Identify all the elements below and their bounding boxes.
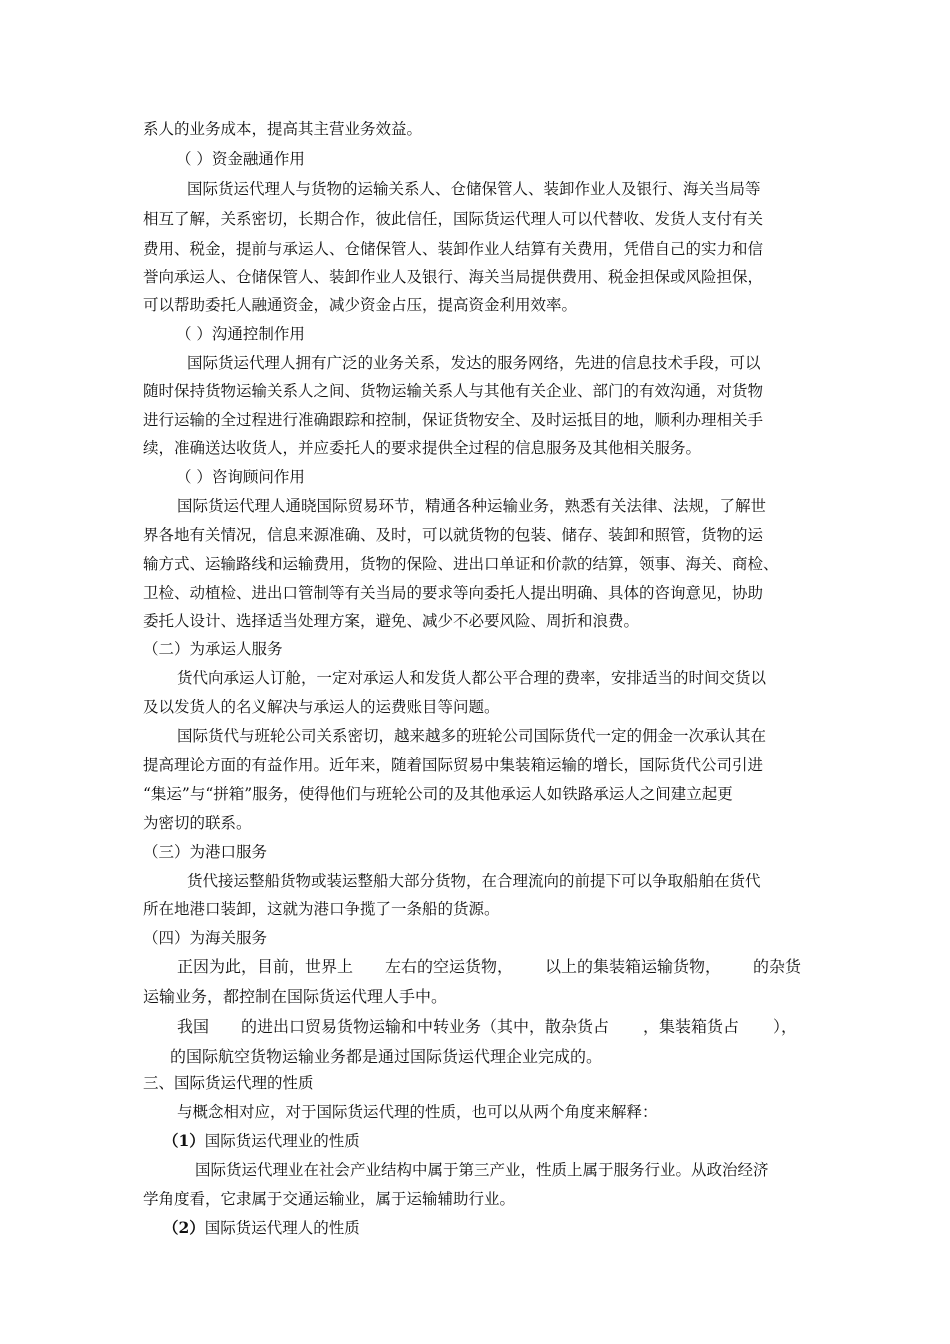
paragraph-line: 货代向承运人订舱，一定对承运人和发货人都公平合理的费率，安排适当的时间交货以 [177, 669, 767, 687]
section-heading: （三）为港口服务 [143, 843, 268, 861]
subsection-heading [163, 1126, 360, 1156]
paragraph-line [177, 1012, 797, 1042]
paragraph-line: 国际货运代理人与货物的运输关系人、仓储保管人、装卸作业人及银行、海关当局等 [187, 180, 761, 198]
paragraph-line: 国际货运代理人拥有广泛的业务关系，发达的服务网络，先进的信息技术手段，可以 [187, 354, 761, 372]
subsection-heading [163, 1213, 360, 1243]
text-segment: ，集装箱货占 [643, 1017, 740, 1036]
paragraph-line: 运输业务，都控制在国际货运代理人手中。 [143, 987, 448, 1006]
paragraph-line: 相互了解，关系密切，长期合作，彼此信任，国际货运代理人可以代替收、发货人支付有关 [143, 210, 764, 228]
text-segment: 的杂货 [753, 957, 802, 976]
section-heading: （ ）资金融通作用 [176, 150, 305, 168]
text-segment: 的进出口贸易货物运输和中转业务（其中，散杂货占 [241, 1017, 610, 1036]
paragraph-line: 可以帮助委托人融通资金，减少资金占压，提高资金利用效率。 [143, 296, 578, 314]
paragraph-line: 货代接运整船货物或装运整船大部分货物，在合理流向的前提下可以争取船舶在货代 [187, 872, 761, 890]
section-heading: （二）为承运人服务 [143, 640, 283, 658]
paragraph-line: 为密切的联系。 [143, 814, 252, 832]
paragraph-line: 国际货运代理业在社会产业结构中属于第三产业，性质上属于服务行业。从政治经济 [195, 1161, 769, 1179]
paragraph-line: 及以发货人的名义解决与承运人的运费账目等问题。 [143, 698, 500, 716]
paragraph-line: 进行运输的全过程进行准确跟踪和控制，保证货物安全、及时运抵目的地，顺利办理相关手 [143, 411, 764, 429]
paragraph-line: 国际货运代理人通晓国际贸易环节，精通各种运输业务，熟悉有关法律、法规，了解世 [177, 497, 767, 515]
paragraph-line: 与概念相对应，对于国际货运代理的性质，也可以从两个角度来解释： [177, 1103, 658, 1121]
text-segment: 我国 [177, 1017, 210, 1036]
paragraph-line: 提高理论方面的有益作用。近年来，随着国际贸易中集装箱运输的增长，国际货代公司引进 [143, 756, 764, 774]
text-segment: ）， [773, 1017, 798, 1036]
paragraph-line: 续，准确送达收货人，并应委托人的要求提供全过程的信息服务及其他相关服务。 [143, 439, 702, 457]
heading-text: 国际货运代理业的性质 [204, 1132, 360, 1150]
text-segment: 左右的空运货物， [385, 957, 514, 976]
paragraph-line: 随时保持货物运输关系人之间、货物运输关系人与其他有关企业、部门的有效沟通，对货物 [143, 382, 764, 400]
heading-number: （2） [163, 1218, 205, 1237]
text-segment: 正因为此，目前，世界上 [177, 957, 354, 976]
section-heading: （ ）咨询顾问作用 [176, 468, 305, 486]
paragraph-line: 费用、税金，提前与承运人、仓储保管人、装卸作业人结算有关费用，凭借自己的实力和信 [143, 240, 764, 258]
paragraph-line: 国际货代与班轮公司关系密切，越来越多的班轮公司国际货代一定的佣金一次承认其在 [177, 727, 767, 745]
paragraph-line: 的国际航空货物运输业务都是通过国际货运代理企业完成的。 [170, 1047, 603, 1066]
paragraph-line: 界各地有关情况，信息来源准确、及时，可以就货物的包装、储存、装卸和照管，货物的运 [143, 526, 764, 544]
paragraph-line: 输方式、运输路线和运输费用，货物的保险、进出口单证和价款的结算，领事、海关、商检、 [143, 555, 779, 573]
paragraph-line: 卫检、动植检、进出口管制等有关当局的要求等向委托人提出明确、具体的咨询意见，协助 [143, 584, 764, 602]
paragraph-line [177, 952, 801, 982]
paragraph-line: 学角度看，它隶属于交通运输业，属于运输辅助行业。 [143, 1190, 516, 1208]
section-heading: （ ）沟通控制作用 [176, 325, 305, 343]
paragraph-line: 委托人设计、选择适当处理方案，避免、减少不必要风险、周折和浪费。 [143, 612, 640, 630]
heading-number: （1） [163, 1131, 205, 1150]
text-segment: 以上的集装箱运输货物， [545, 957, 722, 976]
paragraph-line: 誉向承运人、仓储保管人、装卸作业人及银行、海关当局提供费用、税金担保或风险担保， [143, 268, 764, 286]
section-heading: （四）为海关服务 [143, 929, 268, 947]
heading-text: 国际货运代理人的性质 [204, 1219, 360, 1237]
paragraph-line: “集运”与“拼箱”服务，使得他们与班轮公司的及其他承运人如铁路承运人之间建立起更 [143, 785, 733, 803]
paragraph-line: 所在地港口装卸，这就为港口争揽了一条船的货源。 [143, 900, 500, 918]
section-heading: 三、国际货运代理的性质 [143, 1074, 314, 1092]
paragraph-line: 系人的业务成本，提高其主营业务效益。 [143, 120, 423, 138]
